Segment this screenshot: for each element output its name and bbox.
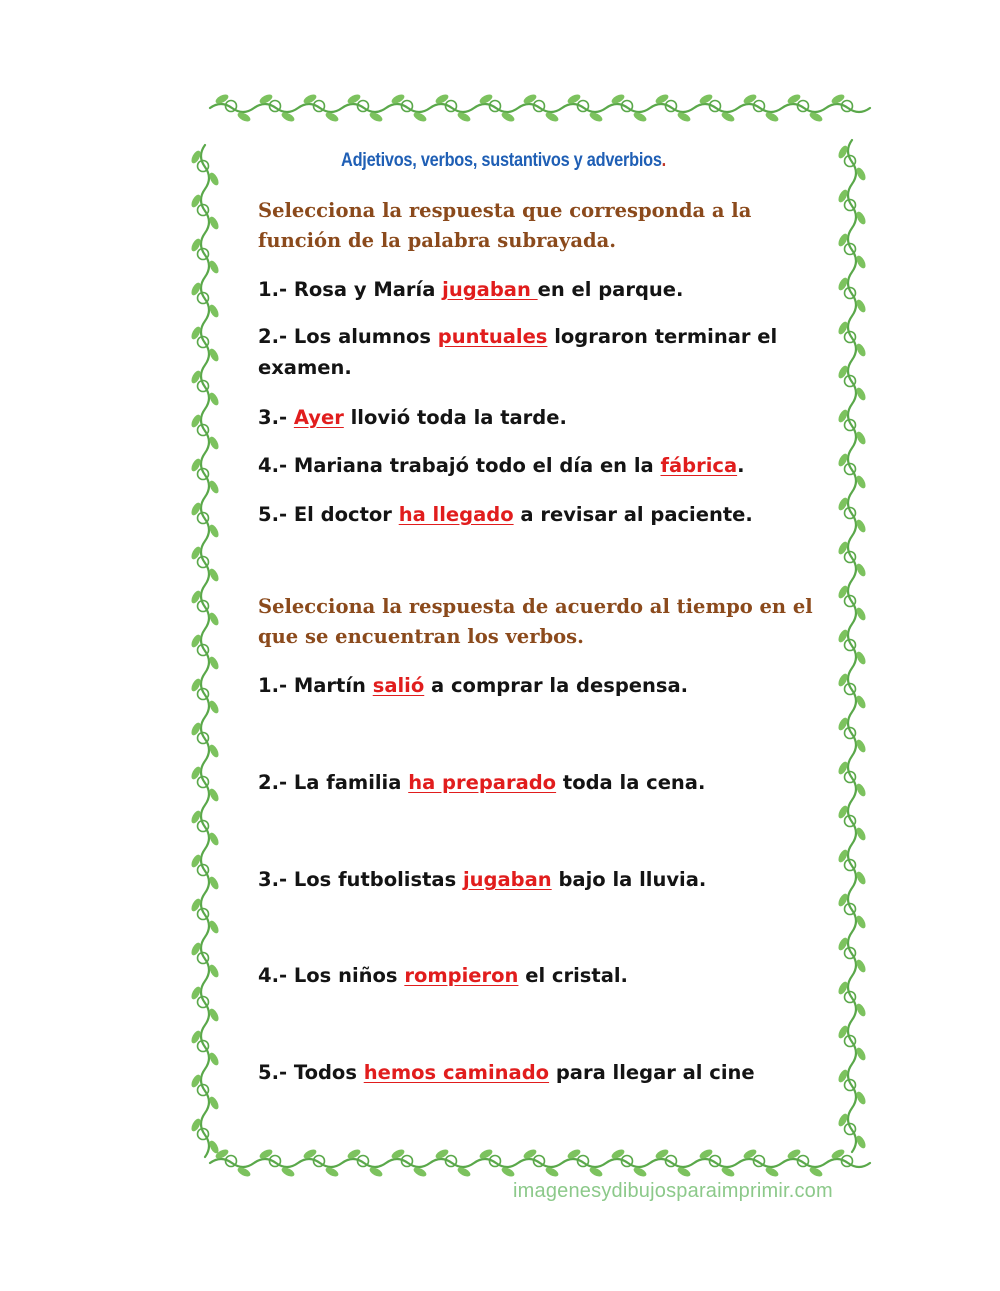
section2-item-1: 1.- Martín salió a comprar la despensa.: [258, 674, 689, 697]
title-dot: .: [661, 150, 666, 171]
answer-word[interactable]: rompieron: [404, 964, 519, 987]
answer-word[interactable]: ha llegado: [398, 503, 514, 526]
section1-instruction: Selecciona la respuesta que corresponda a la función de la palabra subrayada.: [258, 199, 752, 252]
section1-item-3: 3.- Ayer llovió toda la tarde.: [258, 406, 567, 429]
section2-instruction: Selecciona la respuesta de acuerdo al tiempo en el que se encuentran los verbos.: [258, 595, 813, 648]
section1-item-2: 2.- Los alumnos puntuales lograron terminar el examen.: [258, 325, 778, 379]
section1-item-5: 5.- El doctor ha llegado a revisar al paciente.: [258, 503, 753, 526]
section2-item-4: 4.- Los niños rompieron el cristal.: [258, 964, 628, 987]
answer-word[interactable]: fábrica: [660, 454, 738, 477]
watermark-text: imagenesydibujosparaimprimir.com: [513, 1180, 833, 1202]
answer-word[interactable]: salió: [372, 674, 425, 697]
answer-word[interactable]: jugaban: [462, 868, 552, 891]
worksheet-title: [74, 150, 934, 172]
section1-item-1: 1.- Rosa y María jugaban en el parque.: [258, 278, 684, 301]
title-text: Adjetivos, verbos, sustantivos y adverbios: [341, 150, 662, 171]
answer-word[interactable]: jugaban: [442, 278, 538, 301]
answer-word[interactable]: Ayer: [293, 406, 344, 429]
answer-word[interactable]: puntuales: [437, 325, 548, 348]
section2-item-2: 2.- La familia ha preparado toda la cena.: [258, 771, 706, 794]
answer-word[interactable]: hemos caminado: [363, 1061, 550, 1084]
section2-item-3: 3.- Los futbolistas jugaban bajo la lluvia.: [258, 868, 707, 891]
section1-item-4: 4.- Mariana trabajó todo el día en la fábrica.: [258, 454, 745, 477]
answer-word[interactable]: ha preparado: [408, 771, 557, 794]
section2-item-5: 5.- Todos hemos caminado para llegar al cine: [258, 1061, 755, 1084]
